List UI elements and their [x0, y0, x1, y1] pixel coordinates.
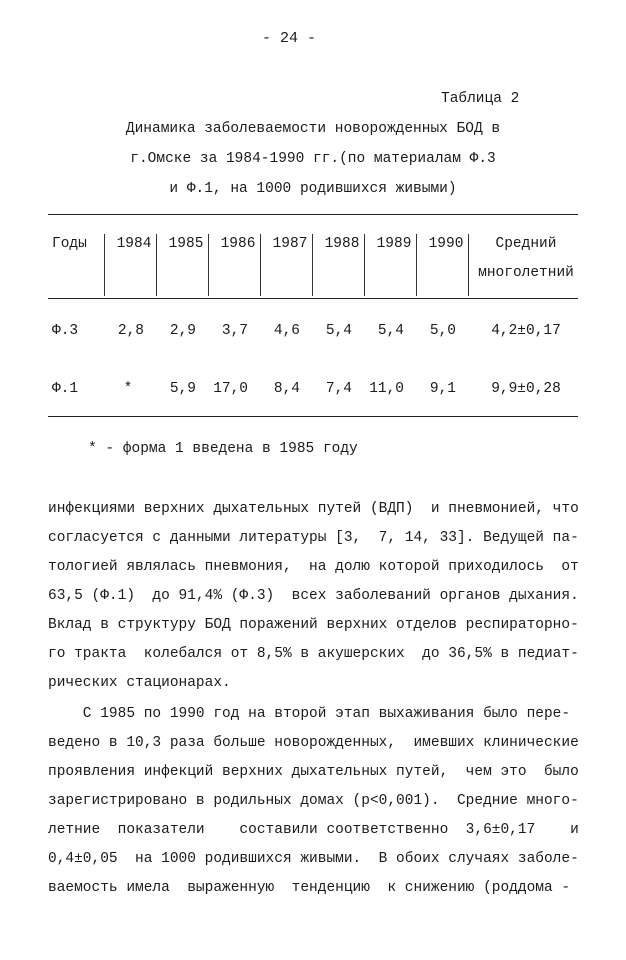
- text-line: проявления инфекций верхних дыхательных путей, чем это было: [48, 764, 579, 780]
- column-separator: [104, 234, 105, 296]
- table-caption-line-1: Динамика заболеваемости новорожденных БОД в: [125, 121, 501, 137]
- table-cell: *: [123, 381, 133, 397]
- table-cell: 4,6: [273, 323, 300, 339]
- table-cell: 5,0: [429, 323, 456, 339]
- text-line: ваемость имела выраженную тенденцию к снижению (роддома -: [48, 880, 571, 896]
- table-cell: 3,7: [221, 323, 248, 339]
- table-cell: 5,9: [169, 381, 196, 397]
- row-label: Ф.1: [52, 381, 79, 397]
- table-footnote: * - форма 1 введена в 1985 году: [88, 441, 358, 457]
- table-cell: 9,1: [429, 381, 456, 397]
- table-cell: 2,8: [117, 323, 144, 339]
- column-separator: [156, 234, 157, 296]
- header-1990: 1990: [428, 236, 464, 252]
- table-cell: 11,0: [369, 381, 404, 397]
- column-separator: [468, 234, 469, 296]
- table-cell-mean: 9,9±0,28: [491, 381, 561, 397]
- table-cell: 5,4: [325, 323, 352, 339]
- column-separator: [312, 234, 313, 296]
- header-mean: Средний: [495, 236, 557, 252]
- table-cell-mean: 4,2±0,17: [491, 323, 561, 339]
- text-line: инфекциями верхних дыхательных путей (ВДП) и пневмонией, что: [48, 501, 579, 517]
- table-bottom-rule: [48, 416, 578, 417]
- text-line: согласуется с данными литературы [3, 7, 14, 33]. Ведущей па-: [48, 530, 579, 546]
- text-line: ведено в 10,3 раза больше новорожденных, имевших клинические: [48, 735, 579, 751]
- table-caption-line-2: г.Омске за 1984-1990 гг.(по материалам Ф.3: [130, 151, 496, 167]
- header-mean-long-term: многолетний: [478, 265, 574, 281]
- column-separator: [416, 234, 417, 296]
- header-1989: 1989: [376, 236, 412, 252]
- table-cell: 7,4: [325, 381, 352, 397]
- header-1987: 1987: [272, 236, 308, 252]
- text-line: го тракта колебался от 8,5% в акушерских до 36,5% в педиат-: [48, 646, 579, 662]
- row-label: Ф.3: [52, 323, 79, 339]
- text-line: 0,4±0,05 на 1000 родившихся живыми. В обоих случаях заболе-: [48, 851, 579, 867]
- header-1988: 1988: [324, 236, 360, 252]
- text-line: 63,5 (Ф.1) до 91,4% (Ф.3) всех заболеваний органов дыхания.: [48, 588, 579, 604]
- table-cell: 2,9: [169, 323, 196, 339]
- table-top-rule: [48, 214, 578, 215]
- column-separator: [208, 234, 209, 296]
- table-caption-line-3: и Ф.1, на 1000 родившихся живыми): [169, 181, 457, 197]
- text-line: рических стационарах.: [48, 675, 231, 691]
- header-years: Годы: [52, 236, 87, 252]
- table-header-rule: [48, 298, 578, 299]
- table-label: Таблица 2: [441, 91, 520, 107]
- column-separator: [364, 234, 365, 296]
- table-cell: 8,4: [273, 381, 300, 397]
- header-1984: 1984: [116, 236, 152, 252]
- text-line: зарегистрировано в родильных домах (р<0,001). Средние много-: [48, 793, 579, 809]
- text-line: тологией являлась пневмония, на долю которой приходилось от: [48, 559, 579, 575]
- header-1985: 1985: [168, 236, 204, 252]
- text-line: С 1985 по 1990 год на второй этап выхаживания было пере-: [48, 706, 571, 722]
- text-line: летние показатели составили соответственно 3,6±0,17 и: [48, 822, 579, 838]
- page-number: - 24 -: [262, 30, 317, 47]
- table-cell: 5,4: [377, 323, 404, 339]
- text-line: Вклад в структуру БОД поражений верхних отделов респираторно-: [48, 617, 579, 633]
- table-cell: 17,0: [213, 381, 248, 397]
- column-separator: [260, 234, 261, 296]
- header-1986: 1986: [220, 236, 256, 252]
